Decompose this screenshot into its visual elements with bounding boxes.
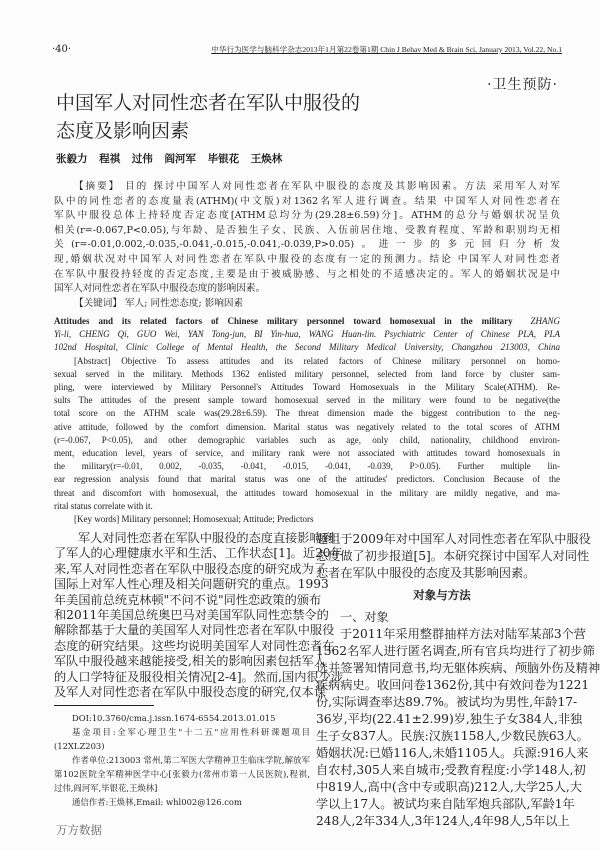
abstract-line: the military(r=-0.01, 0.002, -0.035, -0.041, -0.015, -0.041, -0.039, P>0.05). Further multiple lin-	[54, 461, 560, 472]
chinese-abstract	[54, 180, 560, 311]
title-line: 态度及影响因素	[56, 120, 190, 142]
body-line: 题组于2009年对中国军人对同性恋者在军队中服役	[316, 532, 591, 546]
affiliation: 过伟,阎河军,毕银花,王焕林]	[54, 783, 158, 793]
body-line: 1362名军人进行匿名调查,所有官兵均进行了初步筛	[316, 644, 595, 658]
body-line: 学以上17人。被试均来自陆军炮兵部队,军龄1年	[316, 797, 575, 811]
body-line: 婚姻状况:已婚116人,未婚1105人。兵源:916人来	[316, 746, 589, 760]
section-tag: ·卫生预防·	[487, 77, 558, 93]
abstract-line: sexual served in the military. Methods 1362 enlisted military personnel, selected from land force by cluster sam-	[54, 368, 560, 379]
abstract-line: 关(r=-0.01,0.002,-0.035,-0.041,-0.015,-0.041,-0.039,P>0.05)。进一步的多元回归分析发	[54, 239, 560, 251]
english-affiliation: Yi-li, CHENG Qi, GUO Wei, YAN Tong-jun, BI Yin-hua, WANG Huan-lin. Psychiatric Center of Chinese PLA, PLA	[54, 329, 560, 340]
abstract-line: 【摘要】 目的 探讨中国军人对同性恋者在军队中服役的态度及其影响因素。方法 采用军人对军	[74, 181, 560, 192]
body-line: 来,军人对同性恋者在军队中服役态度的研究成为了	[54, 561, 326, 576]
body-line: 国际上对军人性心理及相关问题研究的重点。1993	[54, 577, 329, 592]
abstract-line: pling, were interviewed by Military Personnel's Attitudes Toward Homosexuals in the Military Scale(ATHM). Re-	[54, 382, 560, 393]
abstract-line: ment, education level, years of service, and military rank were not associated with attitudes toward homosexuals in	[54, 448, 560, 459]
abstract-line: [Abstract] Objective To assess attitudes and its related factors of Chinese military personnel on homo-	[74, 355, 560, 366]
page-number: ·40·	[52, 44, 72, 55]
abstract-line: threat and discomfort with homosexual, the attitudes toward homosexual in the military are mildly negative, and ma-	[54, 487, 560, 498]
footnotes	[54, 711, 310, 809]
abstract-line: (r=-0.067, P<0.05), and other demographic variables such as age, only child, nationality, childhood environ-	[54, 434, 560, 445]
body-line: 生子女837人。民族:汉族1158人,少数民族63人。	[316, 729, 589, 743]
corresponding-author: 通信作者:王焕林,Email: whl002@126.com	[72, 797, 242, 807]
authors: 张毅力 程祺 过伟 阎河军 毕银花 王焕林	[56, 153, 283, 165]
body-line: 选并签署知情同意书,均无躯体疾病、颅脑外伤及精神	[316, 661, 600, 675]
body-line: 248人,2年334人,3年124人,4年98人,5年以上	[316, 814, 570, 828]
body-left-column	[54, 531, 343, 700]
doi: DOI:10.3760/cma.j.issn.1674-6554.2013.01.015	[72, 713, 276, 723]
journal-citation: 中华行为医学与脑科学杂志2013年1月第22卷第1期 Chin J Behav Med & Brain Sci, January 2013, Vol.22, No.1	[211, 45, 562, 54]
body-line: 解除都基于大量的美国军人对同性恋者在军队中服役	[54, 623, 335, 638]
english-title-line	[54, 315, 560, 328]
english-authors: ZHANG	[530, 316, 560, 326]
body-line: 军队中服役越来越能接受,相关的影响因素包括军人	[54, 654, 326, 669]
body-line: 于2011年采用整群抽样方法对陆军某部3个营	[340, 627, 586, 641]
body-line: 的人口学特征及服役相关情况[2-4]。然而,国内很少涉	[54, 669, 343, 684]
chinese-keywords: 【关键词】 军人; 同性恋态度; 影响因素	[74, 297, 244, 309]
funding-code: (12XLZ203)	[54, 741, 105, 751]
abstract-line: ative attitude, followed by the comfort dimension. Marital status was negatively related to the total scores of ATHM	[54, 421, 560, 432]
body-line: 军人对同性恋者在军队中服役的态度直接影响到	[78, 531, 334, 545]
body-line: 自农村,305人来自城市;受教育程度:小学148人,初	[316, 763, 586, 777]
body-line: 疾病病史。收回问卷1362份,其中有效问卷为1221	[316, 678, 590, 692]
section-heading: 对象与方法	[413, 588, 471, 602]
abstract-line: 队中的同性恋者的态度量表(ATHM)(中文版)对1362名军人进行调查。结果 中国军人对同性恋者在	[54, 195, 560, 207]
affiliation: 第102医院全军精神医学中心[张毅力(常州市第一人民医院),程祺,	[54, 769, 310, 779]
body-line: 份,实际调查率达89.7%。被试均为男性,年龄17-	[316, 695, 578, 709]
watermark: 万方数据	[56, 823, 102, 837]
abstract-line: 在军队中服役持轻度的否定态度,主要是由于被威胁感、与之相处的不适感决定的。军人的婚姻状况是中	[54, 268, 560, 280]
english-title: Attitudes and its related factors of Chinese military personnel toward homosexual in the military	[54, 316, 513, 326]
body-line: 年美国前总统克林顿"不问不说"同性恋政策的颁布	[54, 592, 322, 607]
body-right-column	[316, 531, 600, 830]
funding: 基金项目:全军心理卫生"十二五"应用性科研课题项目	[72, 727, 310, 737]
abstract-line: sults The attitudes of the present sample toward homosexual served in the military were found to be negative(the	[54, 395, 560, 406]
english-affiliation: 102nd Hospital, Clinic College of Mental Health, the Second Military Medical University, Changzhou 213003, China	[54, 342, 560, 353]
body-line: 及军人对同性恋者在军队中服役态度的研究,仅本课	[54, 685, 326, 700]
body-line: 恋者在军队中服役的态度及其影响因素。	[316, 566, 536, 580]
abstract-line: rital status correlate with it.	[54, 500, 153, 511]
abstract-line: 国军人对同性恋者在军队中服役态度的影响因素。	[54, 283, 266, 295]
abstract-line: 军队中服役总体上持轻度否定态度[ATHM总均分为(29.28±6.59)分]。ATHM的总分与婚姻状况呈负	[54, 210, 560, 222]
english-abstract	[54, 315, 560, 526]
body-line: 态度做了初步报道[5]。本研究探讨中国军人对同性	[316, 549, 590, 563]
abstract-line: 相关(r=-0.067,P<0.05),与年龄、是否独生子女、民族、入伍前居住地、受教育程度、军龄和职别均无相	[54, 224, 560, 236]
title-line: 中国军人对同性恋者在军队中服役的	[56, 92, 361, 114]
english-keywords: [Key words] Military personnel; Homosexual; Attitude; Predictors	[74, 514, 314, 525]
body-line: 态度的研究结果。这些均说明美国军人对同性恋者在	[54, 638, 335, 653]
affiliation: 作者单位:213003 常州,第二军医大学精神卫生临床学院,解放军	[72, 755, 310, 765]
body-line: 36岁,平均(22.41±2.99)岁,独生子女384人,非独	[316, 712, 583, 726]
body-line: 和2011年美国总统奥巴马对美国军队同性恋禁令的	[54, 608, 329, 623]
running-head	[52, 44, 562, 56]
subheading: 一、对象	[340, 610, 389, 624]
abstract-line: 现,婚姻状况对中国军人对同性恋者在军队中服役的态度有一定的预测力。结论 中国军人对同性恋者	[54, 253, 560, 265]
body-line: 了军人的心理健康水平和生活、工作状态[1]。近20年	[54, 546, 343, 561]
abstract-line: total score on the ATHM scale was(29.28±6.59). The threat dimension made the biggest contribution to the neg-	[54, 408, 560, 419]
footnote-divider	[54, 705, 154, 706]
article-title	[56, 89, 360, 145]
abstract-line: ear regression analysis found that marital status was one of the attitudes' predictors. Conclusion Because of the	[54, 474, 560, 485]
body-line: 中819人,高中(含中专或职高)212人,大学25人,大	[316, 780, 582, 794]
